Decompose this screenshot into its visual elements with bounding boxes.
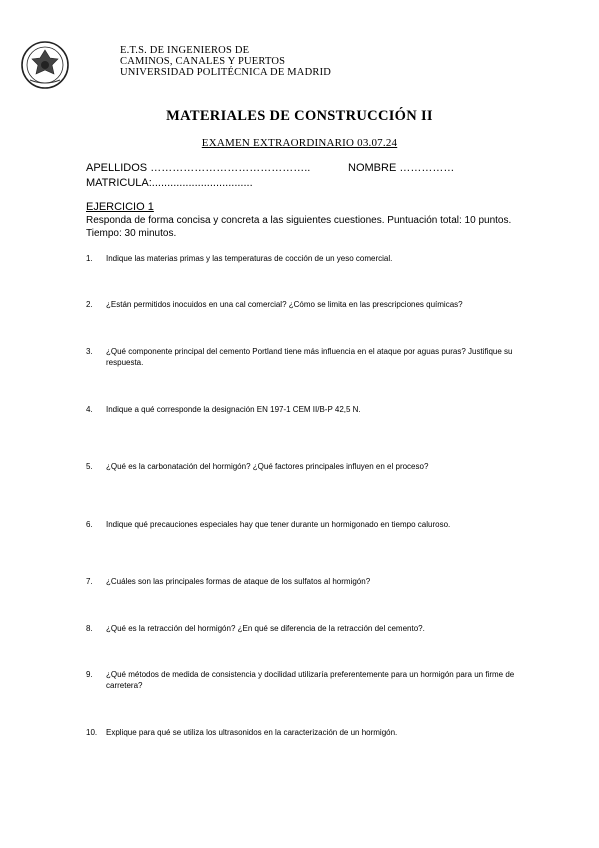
question-number: 6. (86, 520, 93, 529)
question-number: 1. (86, 254, 93, 263)
question-number: 10. (86, 728, 98, 737)
question-text: ¿Cuáles son las principales formas de ataque de los sulfatos al hormigón? (106, 577, 371, 586)
question-number: 3. (86, 347, 93, 356)
question-item (86, 727, 536, 738)
matricula-field: MATRICULA:................................. (86, 177, 253, 189)
institution-line: CAMINOS, CANALES Y PUERTOS (120, 56, 286, 67)
question-text: ¿Están permitidos inocuidos en una cal comercial? ¿Cómo se limita en las prescripciones químicas? (106, 300, 463, 309)
university-seal-logo (20, 40, 70, 90)
question-number: 8. (86, 624, 93, 633)
institution-name (120, 45, 331, 78)
question-item (86, 576, 536, 587)
institution-line: E.T.S. DE INGENIEROS DE (120, 45, 250, 56)
question-text: ¿Qué es la retracción del hormigón? ¿En qué se diferencia de la retracción del cemento?. (106, 624, 425, 633)
question-number: 9. (86, 670, 93, 679)
question-item (86, 299, 536, 310)
exercise-heading: EJERCICIO 1 (86, 201, 154, 213)
question-item (86, 461, 536, 472)
apellidos-field: APELLIDOS …………………………………….. (86, 162, 311, 174)
institution-line: UNIVERSIDAD POLITÉCNICA DE MADRID (120, 67, 332, 78)
question-text: Indique a qué corresponde la designación EN 197-1 CEM II/B-P 42,5 N. (106, 405, 361, 414)
exam-title: MATERIALES DE CONSTRUCCIÓN II (166, 108, 433, 124)
question-item (86, 669, 536, 691)
question-number: 2. (86, 300, 93, 309)
question-text: ¿Qué métodos de medida de consistencia y docilidad utilizaría preferentemente para un hormigón para un firme de carretera? (106, 670, 515, 690)
question-text: Indique las materias primas y las temperaturas de cocción de un yeso comercial. (106, 254, 393, 263)
question-number: 4. (86, 405, 93, 414)
question-text: ¿Qué es la carbonatación del hormigón? ¿Qué factores principales influyen en el proceso? (106, 462, 429, 471)
nombre-field: NOMBRE …………… (348, 162, 455, 174)
question-number: 5. (86, 462, 93, 471)
question-item (86, 519, 536, 530)
question-item (86, 253, 536, 264)
question-number: 7. (86, 577, 93, 586)
question-text: Indique qué precauciones especiales hay que tener durante un hormigonado en tiempo caluroso. (106, 520, 451, 529)
exam-subtitle: EXAMEN EXTRAORDINARIO 03.07.24 (201, 137, 398, 149)
exercise-instructions: Responda de forma concisa y concreta a las siguientes cuestiones. Puntuación total: 10 puntos. Tiempo: 30 minutos. (86, 215, 512, 239)
question-item (86, 623, 536, 634)
question-item (86, 404, 536, 415)
question-item (86, 346, 536, 368)
question-text: Explique para qué se utiliza los ultrasonidos en la caracterización de un hormigón. (106, 728, 398, 737)
question-text: ¿Qué componente principal del cemento Portland tiene más influencia en el ataque por aguas puras? Justifique su respuesta. (106, 347, 513, 367)
